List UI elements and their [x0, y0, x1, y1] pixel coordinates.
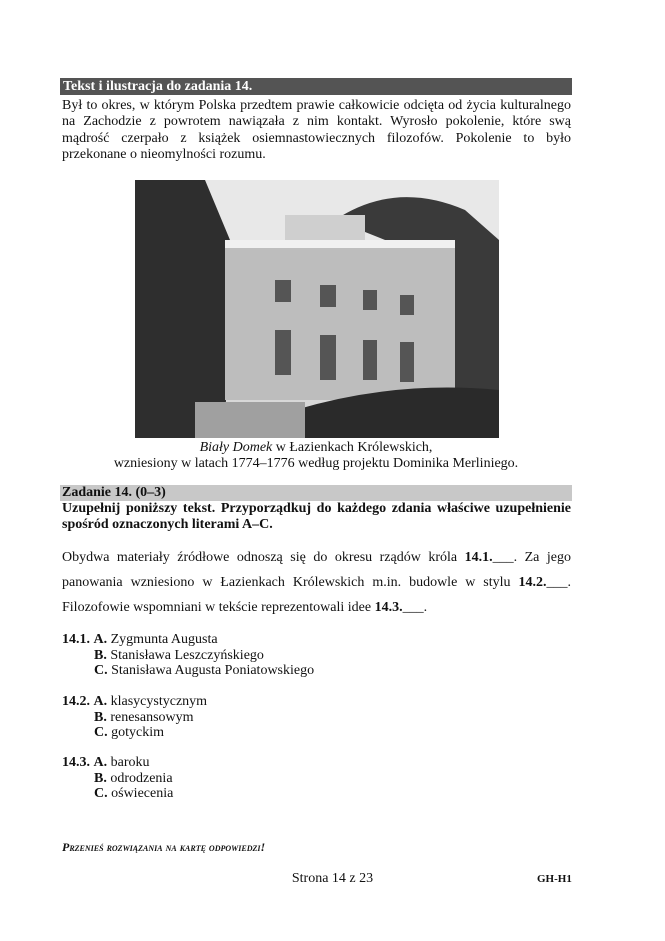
option-letter: C.: [94, 786, 108, 801]
text-part: ___. Filozofowie wspomniani w tekście reprezentowali idee: [62, 575, 571, 615]
option-letter: A.: [93, 755, 108, 770]
options-14-3: [62, 755, 173, 802]
blank-14-3: 14.3.: [374, 600, 403, 615]
option-letter: A.: [93, 694, 108, 709]
caption-title: Biały Domek: [199, 440, 273, 455]
options-14-2: [62, 694, 207, 741]
task-text: [62, 545, 571, 620]
option-letter: A.: [93, 632, 108, 647]
option-text: Stanisława Leszczyńskiego: [106, 647, 264, 663]
blank-14-1: 14.1.: [464, 550, 493, 565]
option-letter: B.: [94, 770, 107, 786]
text-part: ___.: [402, 600, 428, 615]
option-letter: B.: [94, 709, 107, 725]
option-text: klasycystycznym: [107, 694, 208, 709]
option-text: odrodzenia: [106, 770, 173, 786]
option-number: 14.3.: [62, 755, 90, 770]
photo-bialy-domek: [135, 180, 499, 438]
option-number: 14.2.: [62, 694, 90, 709]
option-letter: C.: [94, 663, 108, 678]
text-part: ___. Za jego panowania wzniesiono w Łazienkach Królewskich m.in. budowle w stylu: [62, 550, 571, 590]
task-instruction: Uzupełnij poniższy tekst. Przyporządkuj do każdego zdania właściwe uzupełnienie spośród oznaczonych literami A–C.: [62, 501, 571, 532]
photo-caption: [60, 440, 572, 472]
option-text: renesansowym: [106, 709, 194, 725]
section-header: Tekst i ilustracja do zadania 14.: [60, 78, 572, 95]
task-title: Zadanie 14. (0–3): [60, 485, 572, 501]
page-number: Strona 14 z 23: [291, 871, 374, 886]
option-text: gotyckim: [107, 725, 165, 740]
exam-code: GH-H1: [537, 873, 572, 885]
caption-line1: w Łazienkach Królewskich,: [272, 440, 433, 455]
option-letter: B.: [94, 647, 107, 663]
option-text: oświecenia: [107, 786, 174, 801]
source-text: Był to okres, w którym Polska przedtem prawie całkowicie odcięta od życia kulturalnego na Zachodzie z powrotem nawiązała z nim kontakt. Wyrosło pokolenie, które swą mądrość czerpało z książek osiemnastowiecznych filozofów. Pokolenie to było przekonane o nieomylności rozumu.: [62, 98, 571, 162]
option-letter: C.: [94, 725, 108, 740]
text-part: Obydwa materiały źródłowe odnoszą się do okresu rządów króla: [62, 550, 465, 565]
options-14-1: [62, 632, 314, 679]
transfer-answers-note: Przenieś rozwiązania na kartę odpowiedzi!: [62, 840, 266, 854]
blank-14-2: 14.2.: [518, 575, 547, 590]
option-text: baroku: [107, 755, 150, 770]
caption-line2: wzniesiony w latach 1774–1776 według projektu Dominika Merliniego.: [113, 456, 519, 471]
option-number: 14.1.: [62, 632, 90, 647]
option-text: Zygmunta Augusta: [107, 632, 218, 647]
option-text: Stanisława Augusta Poniatowskiego: [107, 663, 315, 678]
